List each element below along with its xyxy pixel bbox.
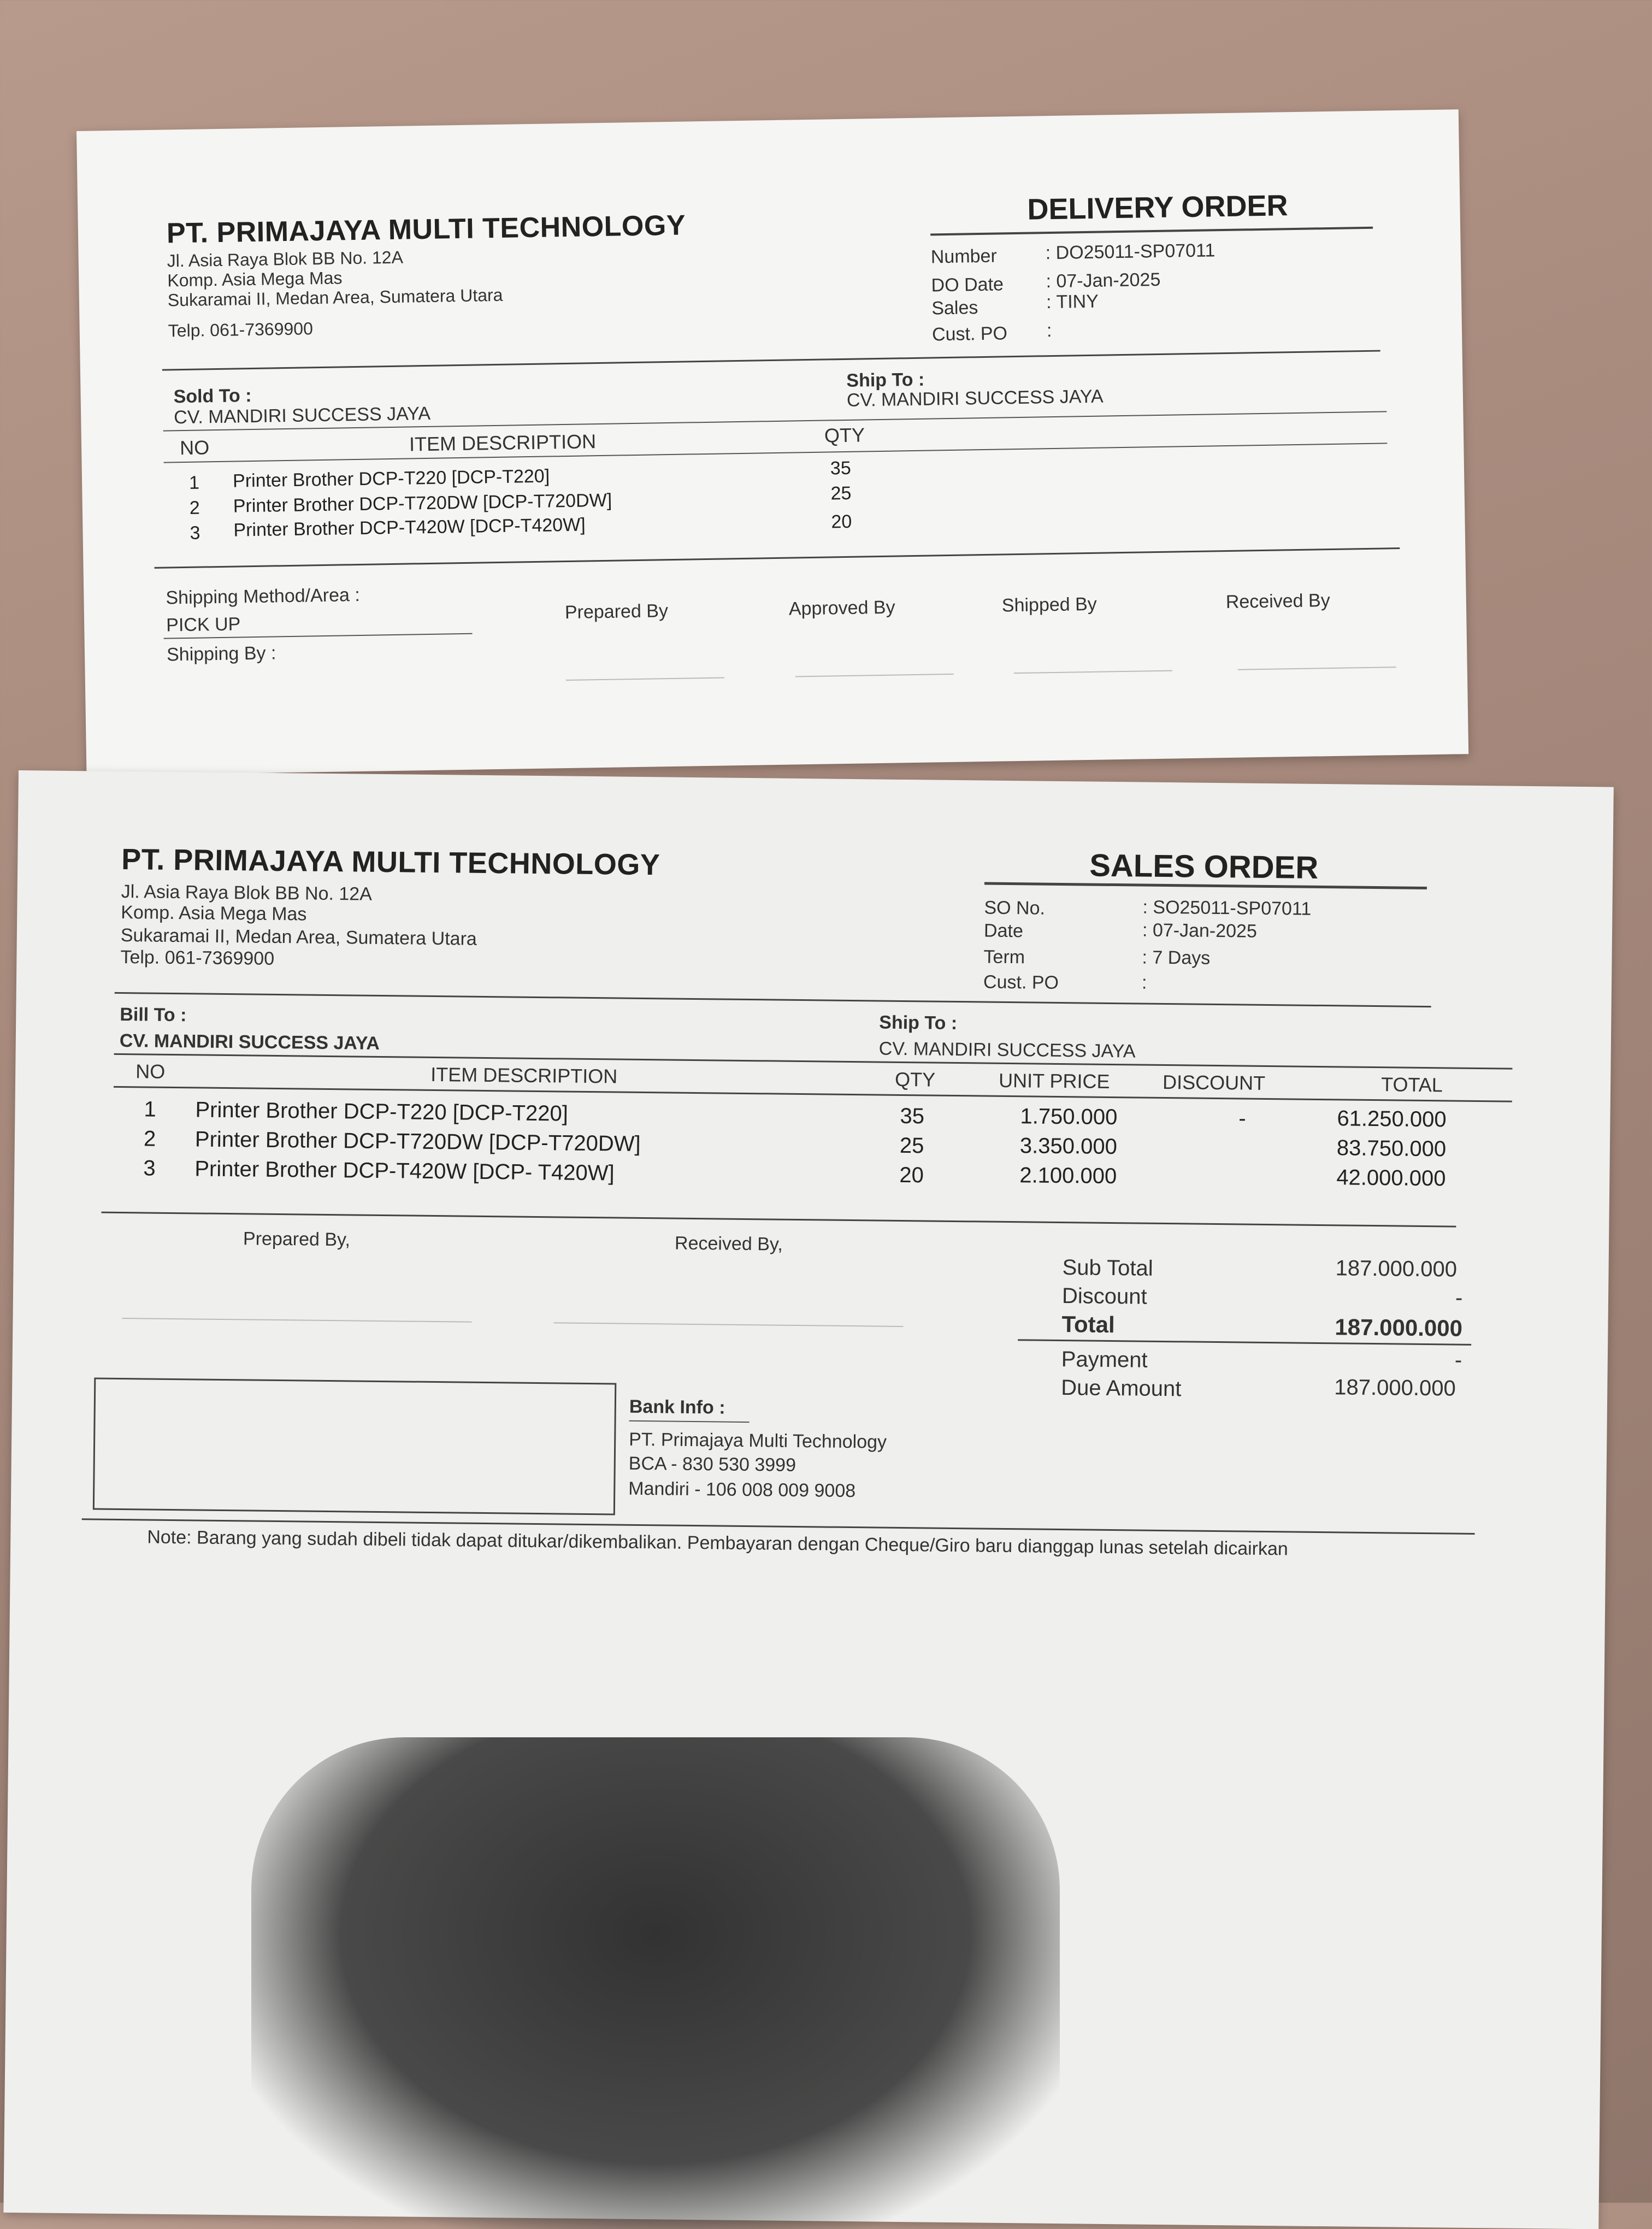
so-col-discount: DISCOUNT [1162,1070,1266,1094]
so-col-total: TOTAL [1380,1073,1443,1096]
so-total-value: 187.000.000 [1335,1314,1463,1341]
so-field-value: : SO25011-SP07011 [1142,897,1312,919]
so-bank-info-line: Mandiri - 106 008 009 9008 [628,1478,856,1502]
so-company-name: PT. PRIMAJAYA MULTI TECHNOLOGY [121,842,660,882]
so-signature-line [553,1322,903,1327]
so-row-total: 42.000.000 [1336,1165,1446,1191]
do-shipping-method: PICK UP [166,614,241,636]
so-bank-info-label: Bank Info : [629,1396,725,1418]
so-row-desc: Printer Brother DCP-T220 [DCP-T220] [195,1098,569,1126]
do-field-value: : TINY [1046,291,1099,313]
so-row-qty: 25 [899,1133,924,1158]
do-sold-to-label: Sold To : [173,385,252,408]
do-sold-to: CV. MANDIRI SUCCESS JAYA [173,403,431,428]
do-shipping-method-label: Shipping Method/Area : [166,584,361,609]
so-field-value: : [1141,972,1147,993]
so-row-qty: 20 [899,1163,924,1188]
do-signature-line [1238,667,1396,670]
so-total-label: Due Amount [1061,1376,1182,1401]
so-field-value: : 07-Jan-2025 [1142,919,1258,942]
do-signature-line [795,674,954,677]
so-row-unit-price: 3.350.000 [1019,1134,1118,1159]
do-field-value: : DO25011-SP07011 [1045,240,1216,264]
do-signature-label: Received By [1225,590,1330,613]
do-address-line: Sukaramai II, Medan Area, Sumatera Utara [167,285,503,310]
so-total-value: - [1455,1285,1463,1310]
do-table-bottom-line [155,547,1400,569]
so-row-desc: Printer Brother DCP-T420W [DCP- T420W] [194,1157,615,1186]
so-row-discount: - [1238,1106,1247,1131]
so-address-line: Komp. Asia Mega Mas [121,901,307,925]
do-field-label: Number [930,245,998,268]
so-title: SALES ORDER [1089,847,1319,886]
hand-shadow [251,1737,1060,2229]
so-row-total: 61.250.000 [1337,1106,1447,1132]
delivery-order-sheet [76,109,1468,776]
do-header-divider [162,350,1380,371]
so-col-unit-price: UNIT PRICE [998,1069,1110,1093]
do-signature-label: Prepared By [564,600,669,623]
so-note: Note: Barang yang sudah dibeli tidak dapat ditukar/dikembalikan. Pembayaran dengan Cheque/Giro baru dianggap lunas setelah dicairkan [147,1526,1288,1560]
so-stamp-box [93,1378,616,1516]
so-row-no: 2 [143,1127,156,1151]
do-row-qty: 35 [830,457,851,479]
do-phone: Telp. 061-7369900 [168,319,314,341]
so-signature-line [122,1318,471,1323]
do-company-name: PT. PRIMAJAYA MULTI TECHNOLOGY [166,209,686,250]
do-table-header-line [164,443,1388,463]
so-bank-info-line: PT. Primajaya Multi Technology [629,1429,887,1453]
so-address-line: Sukaramai II, Medan Area, Sumatera Utara [120,924,477,950]
so-header-divider [115,992,1431,1007]
so-field-label: SO No. [984,897,1046,919]
so-bank-info-underline [629,1420,750,1423]
so-bill-to: CV. MANDIRI SUCCESS JAYA [119,1030,380,1054]
so-row-unit-price: 2.100.000 [1019,1163,1117,1189]
so-phone: Telp. 061-7369900 [120,946,275,969]
so-table-bottom-line [102,1212,1456,1228]
so-row-qty: 35 [900,1104,925,1129]
do-signature-line [1014,670,1172,674]
do-row-qty: 25 [830,482,852,504]
so-bank-info-line: BCA - 830 530 3999 [628,1453,796,1476]
do-title: DELIVERY ORDER [1027,189,1288,226]
so-row-no: 1 [144,1097,156,1122]
so-address-line: Jl. Asia Raya Blok BB No. 12A [121,881,373,905]
so-received-by-label: Received By, [674,1233,783,1255]
do-address-line: Jl. Asia Raya Blok BB No. 12A [167,247,404,271]
so-row-unit-price: 1.750.000 [1020,1104,1118,1130]
so-col-desc: ITEM DESCRIPTION [430,1063,618,1088]
do-col-desc: ITEM DESCRIPTION [409,430,597,456]
so-total-label: Sub Total [1062,1255,1153,1281]
so-total-label: Payment [1061,1347,1148,1372]
so-total-value: 187.000.000 [1335,1256,1458,1282]
do-row-no: 2 [189,497,200,518]
do-title-underline [930,227,1373,236]
so-total-label: Discount [1061,1284,1147,1309]
do-address-line: Komp. Asia Mega Mas [167,268,343,291]
do-ship-to: CV. MANDIRI SUCCESS JAYA [846,386,1104,411]
do-field-label: Sales [931,297,978,319]
do-field-label: Cust. PO [931,323,1008,345]
so-total-value: - [1454,1348,1462,1372]
do-col-qty: QTY [824,423,865,447]
so-ship-to: CV. MANDIRI SUCCESS JAYA [878,1038,1136,1062]
so-field-label: Date [983,920,1024,942]
do-row-qty: 20 [831,511,852,533]
so-col-no: NO [135,1060,166,1083]
do-row-desc: Printer Brother DCP-T220 [DCP-T220] [232,465,550,492]
so-row-no: 3 [143,1156,156,1181]
so-field-label: Term [983,946,1025,968]
do-signature-label: Shipped By [1001,593,1098,616]
do-shipping-by-label: Shipping By : [166,642,276,665]
do-field-value: : [1046,320,1052,341]
so-col-qty: QTY [894,1068,936,1091]
so-field-value: : 7 Days [1142,947,1211,969]
do-signature-label: Approved By [788,597,895,620]
so-total-value: 187.000.000 [1334,1375,1456,1401]
do-field-label: DO Date [931,274,1004,296]
do-row-desc: Printer Brother DCP-T720DW [DCP-T720DW] [233,490,612,517]
do-field-value: : 07-Jan-2025 [1046,269,1161,292]
so-prepared-by-label: Prepared By, [243,1228,351,1251]
so-row-desc: Printer Brother DCP-T720DW [DCP-T720DW] [194,1127,641,1156]
do-row-desc: Printer Brother DCP-T420W [DCP-T420W] [233,514,586,541]
so-ship-to-label: Ship To : [879,1012,958,1034]
do-signature-line [566,677,724,681]
so-table-top-line [114,1053,1513,1070]
do-col-no: NO [179,436,210,459]
so-field-label: Cust. PO [983,971,1059,993]
do-ship-to-label: Ship To : [846,369,925,391]
do-row-no: 3 [190,522,200,544]
so-total-label: Total [1061,1311,1115,1338]
so-bill-to-label: Bill To : [120,1004,187,1026]
do-row-no: 1 [188,472,200,493]
so-row-total: 83.750.000 [1336,1136,1447,1161]
